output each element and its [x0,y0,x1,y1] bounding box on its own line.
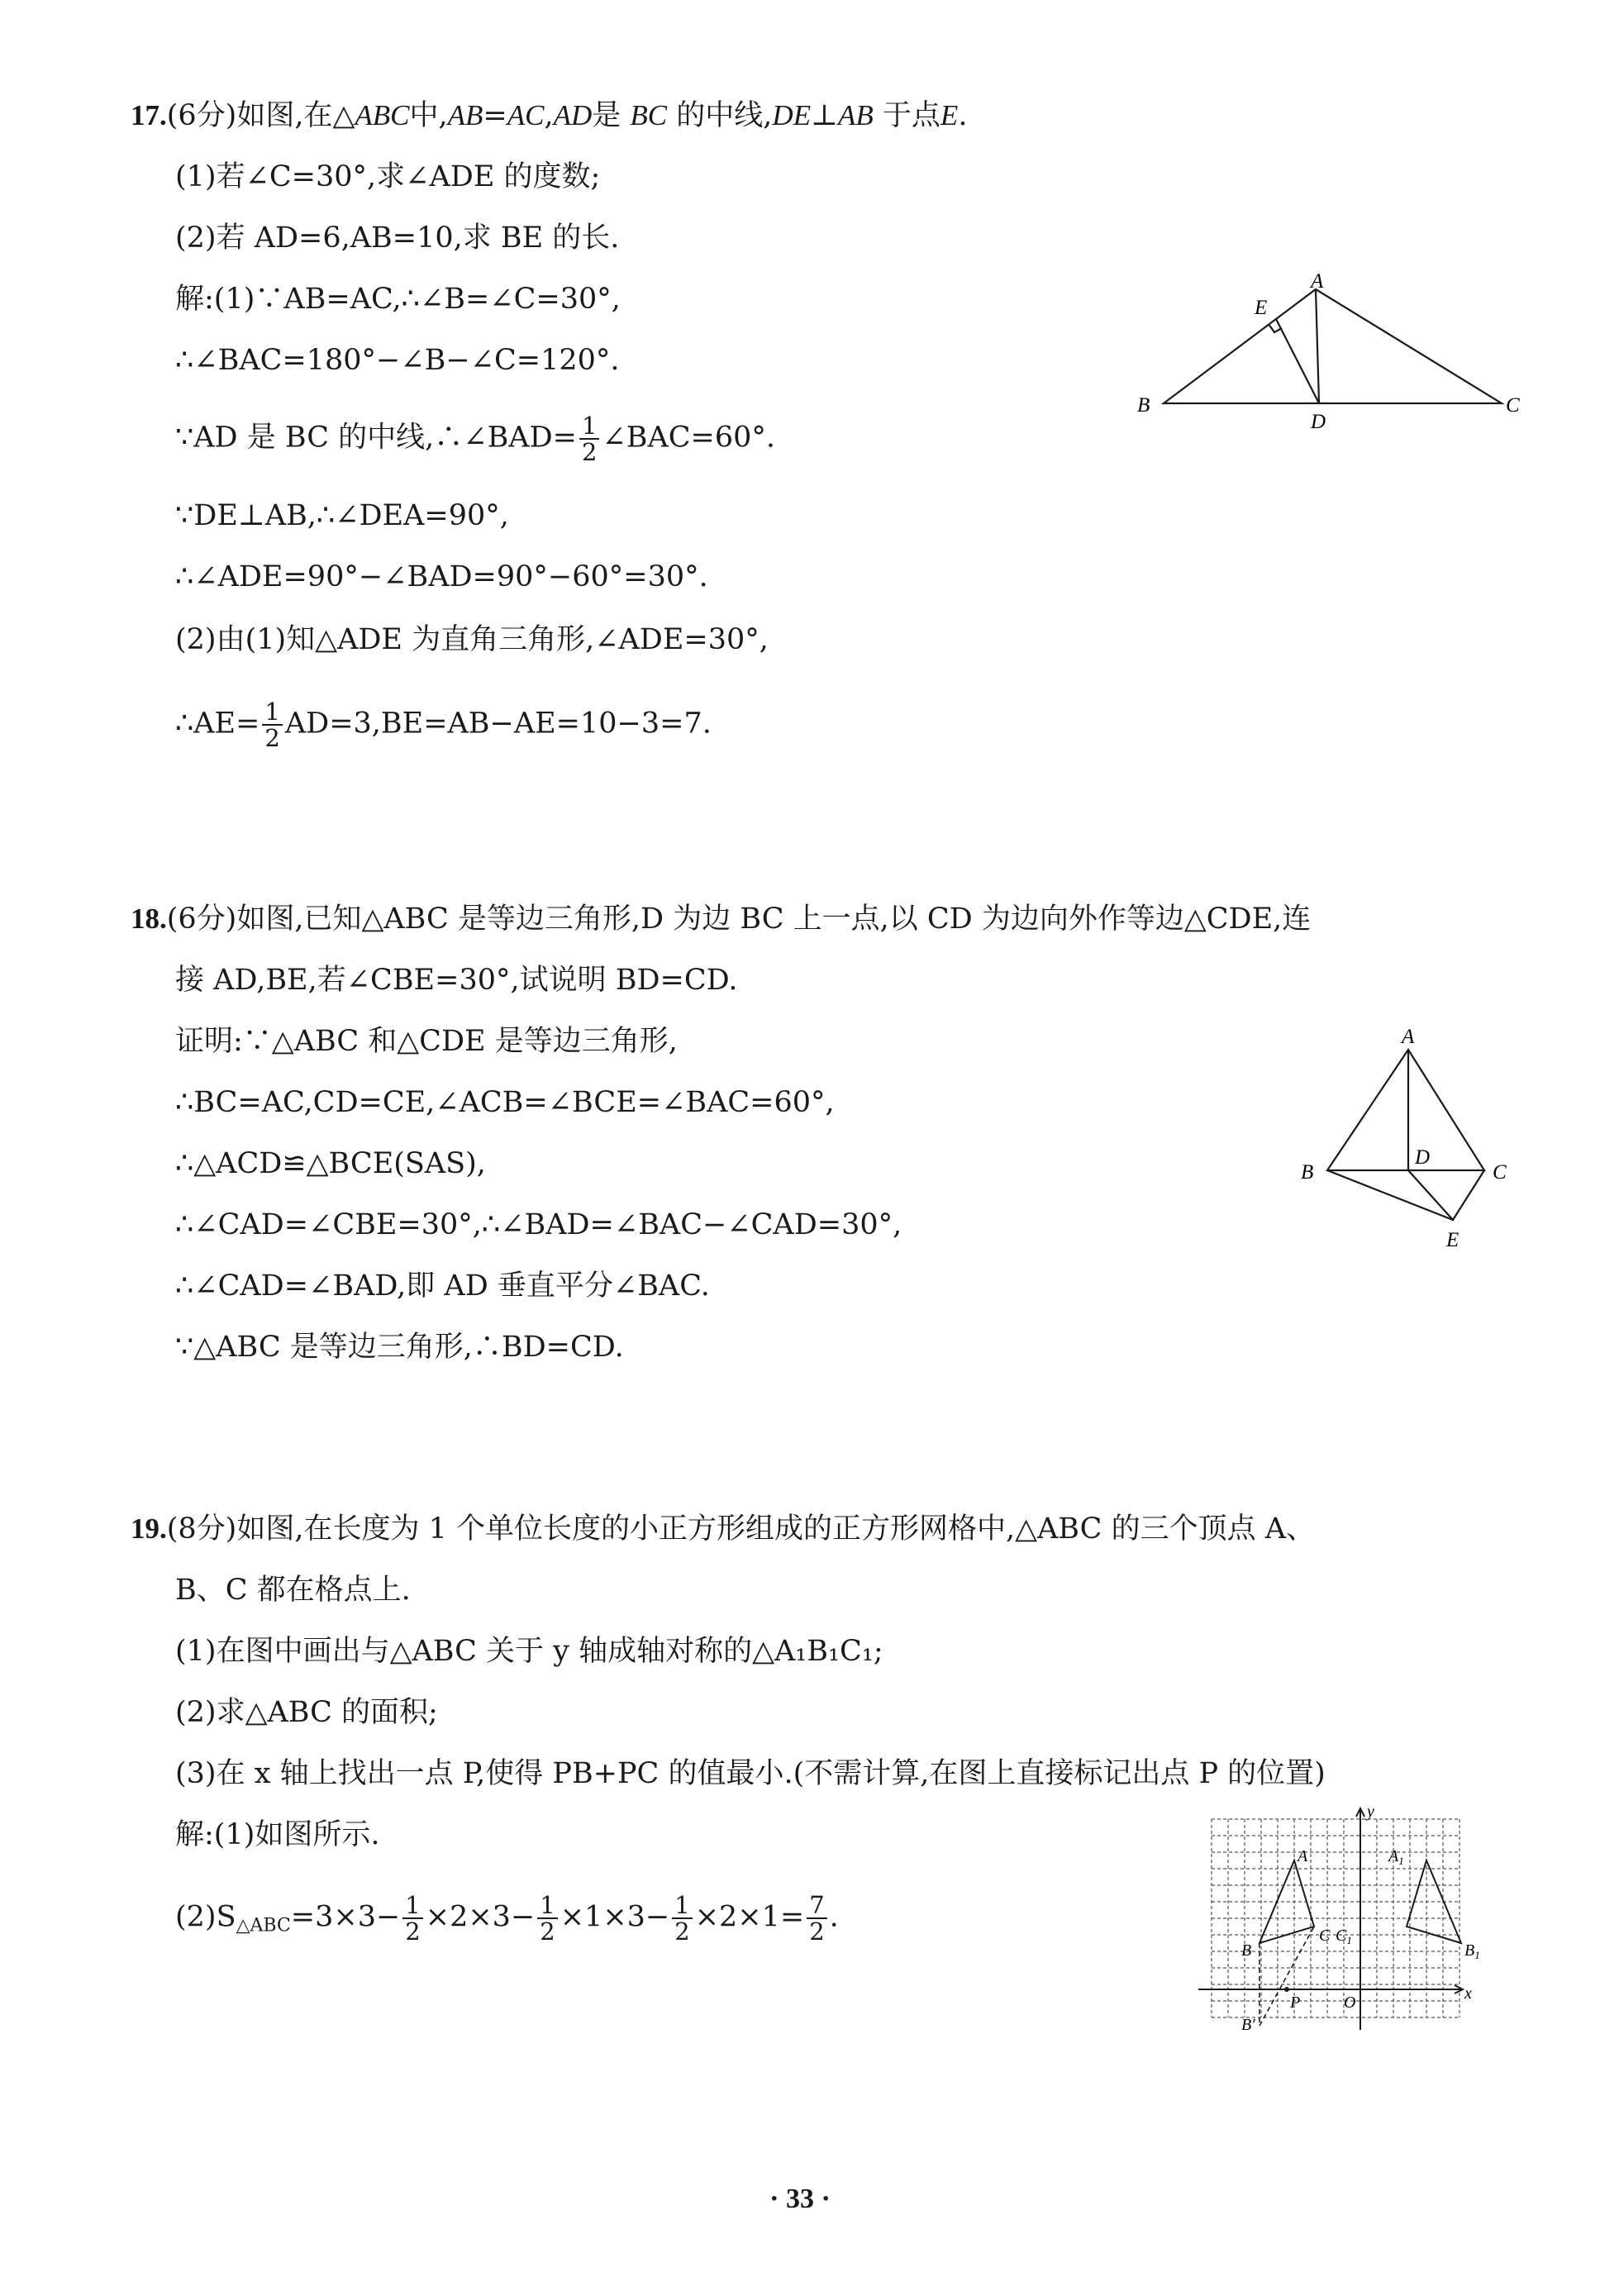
q18-proof-line3: ∴△ACD≌△BCE(SAS), [175,1147,486,1180]
label-y-axis: y [1367,1803,1374,1821]
label-c: C [1493,1161,1507,1184]
q19-part3: (3)在 x 轴上找出一点 P,使得 PB+PC 的值最小.(不需计算,在图上直接标记出点 P 的位置) [175,1757,1326,1790]
grid-lines [1212,1819,1460,2017]
label-b: B [1301,1161,1314,1184]
label-e: E [1255,297,1268,319]
label-a: A [1311,270,1324,293]
q17-solution-line3: ∵AD 是 BC 的中线,∴∠BAD= $\frac{1}{2}$ ∠BAC=60°. [175,412,776,466]
label-d: D [1415,1146,1431,1169]
label-c: C [1319,1927,1331,1945]
segment-be [1327,1170,1453,1220]
q18-proof-line6: ∵△ABC 是等边三角形,∴BD=CD. [175,1331,624,1364]
label-b: B [1137,394,1150,417]
label-d: D [1311,411,1326,433]
q18-number: 18. [131,903,167,935]
label-b: B [1241,1941,1252,1960]
q17-triangle-figure [1124,270,1521,433]
q17-solution-line5: ∴∠ADE=90°−∠BAD=90°−60°=30°. [175,560,708,593]
fraction-one-half: $\frac{1}{2}$ [672,1893,692,1944]
fraction-one-half: $\frac{1}{2}$ [537,1893,557,1944]
q17-number: 17. [131,99,167,131]
label-c: C [1506,394,1520,417]
label-a: A [1402,1026,1415,1048]
q18-proof-line1: 证明:∵△ABC 和△CDE 是等边三角形, [175,1025,678,1058]
label-origin: O [1344,1994,1356,2012]
q19-solution-line2: $(2)S_{\triangle ABC}=3\times 3-$ $\frac{1}{2}$ ×2×3− $\frac{1}{2}$ ×1×3− $\frac{1}{2}$ ×2×1= $\frac{7}{2}$ . [175,1891,839,1946]
q18-stem-line2: 接 AD,BE,若∠CBE=30°,试说明 BD=CD. [175,964,738,997]
q18-stem-line1: 18.(6分)如图,已知△ABC 是等边三角形,D 为边 BC 上一点,以 CD 为边向外作等边△CDE,连 [131,903,1312,936]
fraction-one-half: $\frac{1}{2}$ [402,1893,422,1944]
label-p: P [1290,1994,1301,2012]
triangle-cde [1408,1170,1484,1220]
q18-proof-line2: ∴BC=AC,CD=CE,∠ACB=∠BCE=∠BAC=60°, [175,1086,835,1119]
q17-solution-line7: ∴AE= $\frac{1}{2}$ AD=3,BE=AB−AE=10−3=7. [175,698,712,752]
median-ad [1316,289,1319,403]
fraction-seven-halves: $\frac{7}{2}$ [807,1893,826,1944]
q19-part2: (2)求△ABC 的面积; [175,1696,438,1729]
q18-proof-line4: ∴∠CAD=∠CBE=30°,∴∠BAD=∠BAC−∠CAD=30°, [175,1208,902,1241]
q19-stem-line1: 19.(8分)如图,在长度为 1 个单位长度的小正方形组成的正方形网格中,△ABC 的三个顶点 A、 [131,1512,1315,1546]
q19-solution-line1: 解:(1)如图所示. [175,1818,380,1851]
fraction-one-half: $\frac{1}{2}$ [579,413,599,464]
perpendicular-de [1276,319,1319,403]
page-number: · 33 · [769,2184,831,2214]
q17-solution-line2: ∴∠BAC=180°−∠B−∠C=120°. [175,344,620,377]
triangle-abc [1164,289,1502,403]
fraction-one-half: $\frac{1}{2}$ [262,699,282,750]
q17-solution-line4: ∵DE⊥AB,∴∠DEA=90°, [175,499,509,532]
label-a: A [1298,1847,1308,1865]
triangle-abc [1327,1050,1484,1170]
q18-proof-line5: ∴∠CAD=∠BAD,即 AD 垂直平分∠BAC. [175,1269,710,1303]
label-b1: $B_1$ [1464,1941,1480,1961]
point-p [1284,1987,1289,1992]
q17-part1: (1)若∠C=30°,求∠ADE 的度数; [175,160,601,193]
label-x-axis: x [1464,1984,1472,2003]
q17-solution-line1: 解:(1)∵AB=AC,∴∠B=∠C=30°, [175,283,621,316]
q19-number: 19. [131,1512,167,1545]
label-b-prime: B′ [1241,2016,1255,2034]
q17-solution-line6: (2)由(1)知△ADE 为直角三角形,∠ADE=30°, [175,623,769,656]
q19-stem-line2: B、C 都在格点上. [175,1574,411,1607]
q19-grid-figure [1198,1803,1480,2034]
q19-part1: (1)在图中画出与△ABC 关于 y 轴成轴对称的△A₁B₁C₁; [175,1635,883,1668]
label-e: E [1446,1229,1460,1251]
q17-part2: (2)若 AD=6,AB=10,求 BE 的长. [175,222,620,255]
label-a1: $A_1$ [1388,1847,1404,1867]
q17-stem: 17.(6分)如图,在△ABC中,AB=AC,AD是 BC 的中线,DE⊥AB 于点E. [131,99,968,132]
label-c1: $C_1$ [1336,1927,1352,1946]
q18-equilateral-figure [1289,1017,1512,1289]
